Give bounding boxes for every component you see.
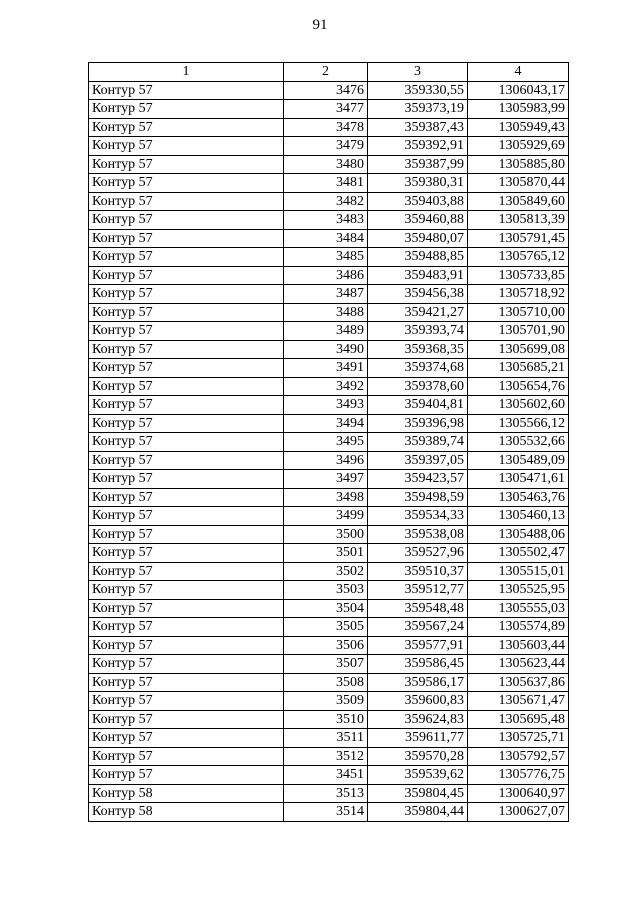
- y-coordinate-cell: 1305792,57: [468, 747, 569, 766]
- x-coordinate-cell: 359373,19: [368, 100, 468, 119]
- table-row: [89, 747, 569, 766]
- x-coordinate-cell: 359393,74: [368, 322, 468, 341]
- contour-name-cell: Контур 57: [89, 692, 284, 711]
- y-coordinate-cell: 1305532,66: [468, 433, 569, 452]
- y-coordinate-cell: 1305733,85: [468, 266, 569, 285]
- table-row: [89, 81, 569, 100]
- contour-name-cell: Контур 57: [89, 488, 284, 507]
- point-number-cell: 3500: [284, 525, 368, 544]
- x-coordinate-cell: 359577,91: [368, 636, 468, 655]
- point-number-cell: 3477: [284, 100, 368, 119]
- contour-name-cell: Контур 57: [89, 673, 284, 692]
- table-row: [89, 285, 569, 304]
- x-coordinate-cell: 359392,91: [368, 137, 468, 156]
- table-row: [89, 544, 569, 563]
- x-coordinate-cell: 359611,77: [368, 729, 468, 748]
- point-number-cell: 3478: [284, 118, 368, 137]
- y-coordinate-cell: 1305654,76: [468, 377, 569, 396]
- y-coordinate-cell: 1305765,12: [468, 248, 569, 267]
- table-row: [89, 248, 569, 267]
- y-coordinate-cell: 1305555,03: [468, 599, 569, 618]
- table-row: [89, 655, 569, 674]
- x-coordinate-cell: 359396,98: [368, 414, 468, 433]
- table-row: [89, 636, 569, 655]
- contour-name-cell: Контур 57: [89, 137, 284, 156]
- contour-name-cell: Контур 57: [89, 100, 284, 119]
- contour-name-cell: Контур 57: [89, 285, 284, 304]
- table-row: [89, 137, 569, 156]
- x-coordinate-cell: 359480,07: [368, 229, 468, 248]
- point-number-cell: 3504: [284, 599, 368, 618]
- y-coordinate-cell: 1305502,47: [468, 544, 569, 563]
- table-row: [89, 507, 569, 526]
- contour-name-cell: Контур 57: [89, 396, 284, 415]
- contour-name-cell: Контур 57: [89, 599, 284, 618]
- table-row: [89, 433, 569, 452]
- x-coordinate-cell: 359586,45: [368, 655, 468, 674]
- table-row: [89, 155, 569, 174]
- contour-name-cell: Контур 57: [89, 192, 284, 211]
- x-coordinate-cell: 359567,24: [368, 618, 468, 637]
- contour-name-cell: Контур 57: [89, 451, 284, 470]
- contour-name-cell: Контур 57: [89, 433, 284, 452]
- table-row: [89, 803, 569, 822]
- table-row: [89, 766, 569, 785]
- contour-name-cell: Контур 57: [89, 377, 284, 396]
- point-number-cell: 3495: [284, 433, 368, 452]
- table-body: [89, 81, 569, 821]
- x-coordinate-cell: 359389,74: [368, 433, 468, 452]
- contour-name-cell: Контур 57: [89, 618, 284, 637]
- contour-name-cell: Контур 57: [89, 525, 284, 544]
- contour-name-cell: Контур 58: [89, 784, 284, 803]
- table-row: [89, 266, 569, 285]
- point-number-cell: 3496: [284, 451, 368, 470]
- contour-name-cell: Контур 57: [89, 470, 284, 489]
- y-coordinate-cell: 1305488,06: [468, 525, 569, 544]
- y-coordinate-cell: 1305602,60: [468, 396, 569, 415]
- contour-name-cell: Контур 57: [89, 211, 284, 230]
- x-coordinate-cell: 359488,85: [368, 248, 468, 267]
- y-coordinate-cell: 1305701,90: [468, 322, 569, 341]
- x-coordinate-cell: 359510,37: [368, 562, 468, 581]
- column-header-4: 4: [468, 63, 569, 82]
- point-number-cell: 3483: [284, 211, 368, 230]
- point-number-cell: 3491: [284, 359, 368, 378]
- contour-name-cell: Контур 57: [89, 655, 284, 674]
- x-coordinate-cell: 359421,27: [368, 303, 468, 322]
- point-number-cell: 3494: [284, 414, 368, 433]
- point-number-cell: 3501: [284, 544, 368, 563]
- y-coordinate-cell: 1305695,48: [468, 710, 569, 729]
- x-coordinate-cell: 359330,55: [368, 81, 468, 100]
- table-row: [89, 581, 569, 600]
- contour-name-cell: Контур 57: [89, 729, 284, 748]
- table-row: [89, 470, 569, 489]
- y-coordinate-cell: 1305489,09: [468, 451, 569, 470]
- y-coordinate-cell: 1305929,69: [468, 137, 569, 156]
- table-row: [89, 488, 569, 507]
- y-coordinate-cell: 1305813,39: [468, 211, 569, 230]
- point-number-cell: 3482: [284, 192, 368, 211]
- x-coordinate-cell: 359539,62: [368, 766, 468, 785]
- x-coordinate-cell: 359387,99: [368, 155, 468, 174]
- x-coordinate-cell: 359586,17: [368, 673, 468, 692]
- column-header-1: 1: [89, 63, 284, 82]
- y-coordinate-cell: 1305718,92: [468, 285, 569, 304]
- contour-name-cell: Контур 57: [89, 174, 284, 193]
- point-number-cell: 3499: [284, 507, 368, 526]
- point-number-cell: 3489: [284, 322, 368, 341]
- y-coordinate-cell: 1300640,97: [468, 784, 569, 803]
- contour-name-cell: Контур 57: [89, 118, 284, 137]
- x-coordinate-cell: 359403,88: [368, 192, 468, 211]
- y-coordinate-cell: 1305623,44: [468, 655, 569, 674]
- contour-name-cell: Контур 57: [89, 322, 284, 341]
- point-number-cell: 3476: [284, 81, 368, 100]
- x-coordinate-cell: 359538,08: [368, 525, 468, 544]
- table-row: [89, 784, 569, 803]
- contour-name-cell: Контур 57: [89, 81, 284, 100]
- x-coordinate-cell: 359498,59: [368, 488, 468, 507]
- point-number-cell: 3480: [284, 155, 368, 174]
- point-number-cell: 3507: [284, 655, 368, 674]
- table-row: [89, 525, 569, 544]
- table-row: [89, 174, 569, 193]
- contour-name-cell: Контур 57: [89, 303, 284, 322]
- table-row: [89, 599, 569, 618]
- contour-name-cell: Контур 57: [89, 229, 284, 248]
- contour-name-cell: Контур 57: [89, 340, 284, 359]
- y-coordinate-cell: 1306043,17: [468, 81, 569, 100]
- contour-name-cell: Контур 57: [89, 636, 284, 655]
- coordinates-table: [88, 62, 569, 822]
- point-number-cell: 3481: [284, 174, 368, 193]
- page-number: 91: [312, 17, 328, 33]
- x-coordinate-cell: 359512,77: [368, 581, 468, 600]
- y-coordinate-cell: 1305685,21: [468, 359, 569, 378]
- y-coordinate-cell: 1305671,47: [468, 692, 569, 711]
- point-number-cell: 3498: [284, 488, 368, 507]
- point-number-cell: 3509: [284, 692, 368, 711]
- contour-name-cell: Контур 57: [89, 562, 284, 581]
- x-coordinate-cell: 359534,33: [368, 507, 468, 526]
- y-coordinate-cell: 1305725,71: [468, 729, 569, 748]
- contour-name-cell: Контур 57: [89, 766, 284, 785]
- table-row: [89, 118, 569, 137]
- contour-name-cell: Контур 57: [89, 544, 284, 563]
- table-row: [89, 340, 569, 359]
- y-coordinate-cell: 1305949,43: [468, 118, 569, 137]
- table-row: [89, 192, 569, 211]
- point-number-cell: 3487: [284, 285, 368, 304]
- x-coordinate-cell: 359483,91: [368, 266, 468, 285]
- x-coordinate-cell: 359460,88: [368, 211, 468, 230]
- y-coordinate-cell: 1305460,13: [468, 507, 569, 526]
- x-coordinate-cell: 359387,43: [368, 118, 468, 137]
- table-row: [89, 229, 569, 248]
- y-coordinate-cell: 1305603,44: [468, 636, 569, 655]
- point-number-cell: 3451: [284, 766, 368, 785]
- y-coordinate-cell: 1305983,99: [468, 100, 569, 119]
- y-coordinate-cell: 1305566,12: [468, 414, 569, 433]
- y-coordinate-cell: 1300627,07: [468, 803, 569, 822]
- table-row: [89, 100, 569, 119]
- y-coordinate-cell: 1305637,86: [468, 673, 569, 692]
- point-number-cell: 3503: [284, 581, 368, 600]
- x-coordinate-cell: 359368,35: [368, 340, 468, 359]
- table-row: [89, 377, 569, 396]
- point-number-cell: 3514: [284, 803, 368, 822]
- contour-name-cell: Контур 57: [89, 747, 284, 766]
- contour-name-cell: Контур 57: [89, 248, 284, 267]
- point-number-cell: 3479: [284, 137, 368, 156]
- y-coordinate-cell: 1305776,75: [468, 766, 569, 785]
- y-coordinate-cell: 1305885,80: [468, 155, 569, 174]
- y-coordinate-cell: 1305463,76: [468, 488, 569, 507]
- y-coordinate-cell: 1305710,00: [468, 303, 569, 322]
- point-number-cell: 3513: [284, 784, 368, 803]
- y-coordinate-cell: 1305471,61: [468, 470, 569, 489]
- table-row: [89, 710, 569, 729]
- contour-name-cell: Контур 57: [89, 710, 284, 729]
- contour-name-cell: Контур 57: [89, 359, 284, 378]
- x-coordinate-cell: 359397,05: [368, 451, 468, 470]
- x-coordinate-cell: 359624,83: [368, 710, 468, 729]
- point-number-cell: 3511: [284, 729, 368, 748]
- table-row: [89, 396, 569, 415]
- table-row: [89, 451, 569, 470]
- column-header-3: 3: [368, 63, 468, 82]
- point-number-cell: 3492: [284, 377, 368, 396]
- y-coordinate-cell: 1305849,60: [468, 192, 569, 211]
- x-coordinate-cell: 359378,60: [368, 377, 468, 396]
- table-row: [89, 562, 569, 581]
- point-number-cell: 3506: [284, 636, 368, 655]
- table-row: [89, 322, 569, 341]
- x-coordinate-cell: 359570,28: [368, 747, 468, 766]
- point-number-cell: 3512: [284, 747, 368, 766]
- y-coordinate-cell: 1305870,44: [468, 174, 569, 193]
- point-number-cell: 3505: [284, 618, 368, 637]
- x-coordinate-cell: 359527,96: [368, 544, 468, 563]
- point-number-cell: 3493: [284, 396, 368, 415]
- point-number-cell: 3485: [284, 248, 368, 267]
- x-coordinate-cell: 359804,44: [368, 803, 468, 822]
- contour-name-cell: Контур 57: [89, 581, 284, 600]
- table-row: [89, 618, 569, 637]
- table-row: [89, 303, 569, 322]
- x-coordinate-cell: 359423,57: [368, 470, 468, 489]
- table-row: [89, 729, 569, 748]
- y-coordinate-cell: 1305525,95: [468, 581, 569, 600]
- point-number-cell: 3486: [284, 266, 368, 285]
- table-header-row: [89, 63, 569, 82]
- column-header-2: 2: [284, 63, 368, 82]
- x-coordinate-cell: 359404,81: [368, 396, 468, 415]
- point-number-cell: 3497: [284, 470, 368, 489]
- y-coordinate-cell: 1305515,01: [468, 562, 569, 581]
- y-coordinate-cell: 1305791,45: [468, 229, 569, 248]
- point-number-cell: 3488: [284, 303, 368, 322]
- table-row: [89, 673, 569, 692]
- x-coordinate-cell: 359456,38: [368, 285, 468, 304]
- point-number-cell: 3508: [284, 673, 368, 692]
- x-coordinate-cell: 359380,31: [368, 174, 468, 193]
- y-coordinate-cell: 1305574,89: [468, 618, 569, 637]
- point-number-cell: 3484: [284, 229, 368, 248]
- contour-name-cell: Контур 57: [89, 507, 284, 526]
- table-row: [89, 211, 569, 230]
- contour-name-cell: Контур 57: [89, 266, 284, 285]
- contour-name-cell: Контур 58: [89, 803, 284, 822]
- x-coordinate-cell: 359600,83: [368, 692, 468, 711]
- point-number-cell: 3490: [284, 340, 368, 359]
- contour-name-cell: Контур 57: [89, 414, 284, 433]
- table-row: [89, 359, 569, 378]
- point-number-cell: 3510: [284, 710, 368, 729]
- x-coordinate-cell: 359804,45: [368, 784, 468, 803]
- y-coordinate-cell: 1305699,08: [468, 340, 569, 359]
- x-coordinate-cell: 359548,48: [368, 599, 468, 618]
- point-number-cell: 3502: [284, 562, 368, 581]
- contour-name-cell: Контур 57: [89, 155, 284, 174]
- x-coordinate-cell: 359374,68: [368, 359, 468, 378]
- table-row: [89, 692, 569, 711]
- table-row: [89, 414, 569, 433]
